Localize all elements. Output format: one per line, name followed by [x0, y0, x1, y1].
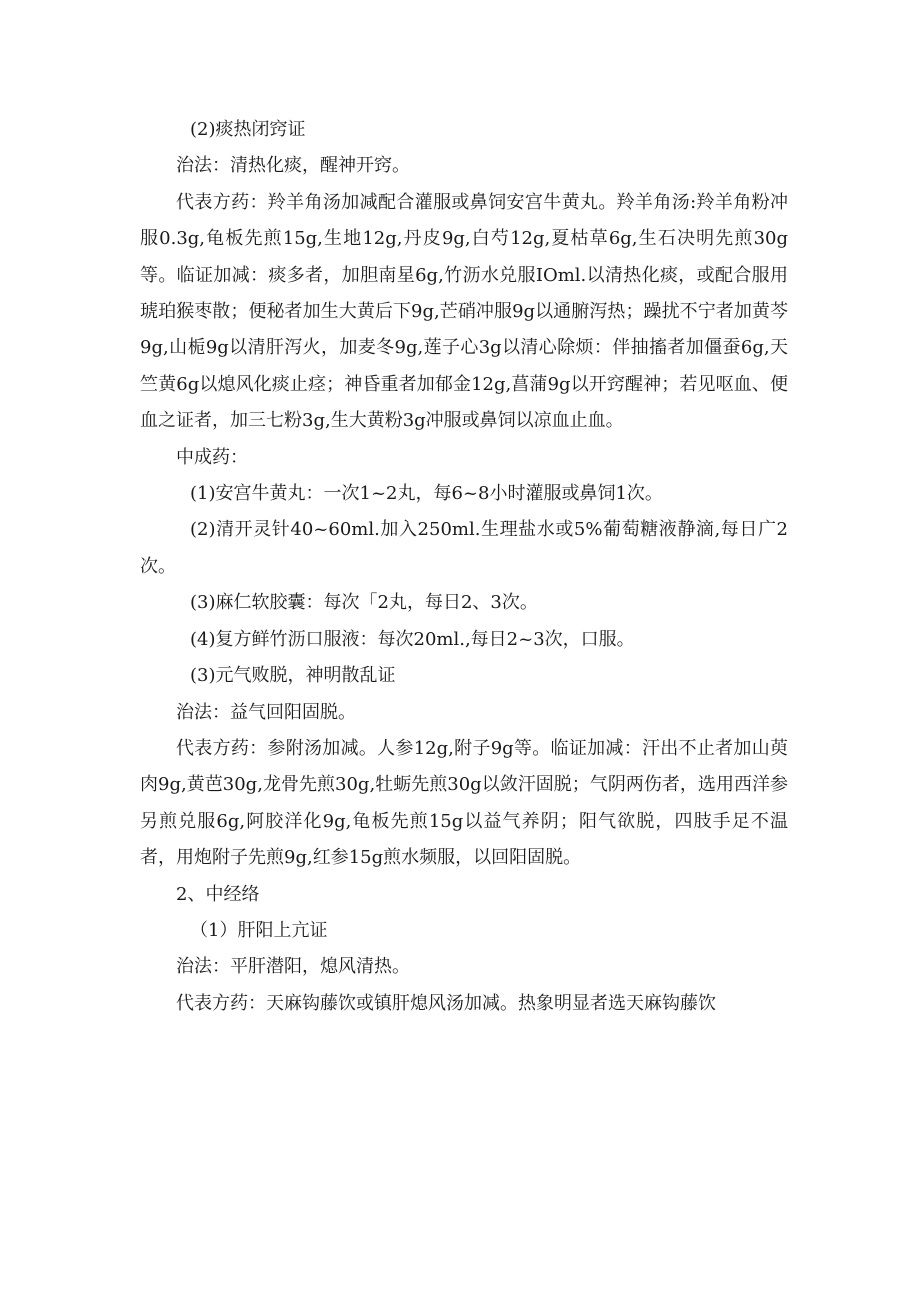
- patent-medicine-heading: 中成药：: [176, 446, 248, 468]
- patent-medicine-item-2: (2)清开灵针40~60ml.加入250ml.生理盐水或5%葡萄糖液静滴,每日广2次。: [140, 519, 788, 577]
- section-heading-meridian: 2、中经络: [176, 883, 260, 905]
- treatment-principle-1: 治法：清热化痰，醒神开窍。: [176, 155, 410, 177]
- patent-medicine-item-3: (3)麻仁软胶囊：每次「2丸，每日2、3次。: [190, 592, 538, 614]
- document-body: [140, 112, 788, 1022]
- representative-formula-2: 代表方药：参附汤加减。人参12g,附子9g等。临证加减：汗出不止者加山萸肉9g,黄芭30g,龙骨先煎30g,牡蛎先煎30g以敛汗固脱；气阴两伤者，选用西洋参另煎兑服6g,阿胶洋化9g,龟板先煎15g以益气养阴；阳气欲脱，四肢手足不温者，用炮附子先煎9g,红参15g煎水频服，以回阳固脱。: [140, 737, 788, 869]
- treatment-principle-3: 治法：平肝潜阳，熄风清热。: [176, 956, 410, 978]
- patent-medicine-item-1: (1)安宫牛黄丸：一次1~2丸，每6~8小时灌服或鼻饲1次。: [190, 483, 663, 505]
- representative-formula-3: 代表方药：天麻钩藤饮或镇肝熄风汤加减。热象明显者选天麻钩藤饮: [176, 992, 716, 1014]
- section-heading-phlegm-heat: (2)痰热闭窍证: [190, 119, 306, 140]
- section-heading-qi-collapse: (3)元气败脱，神明散乱证: [190, 665, 396, 687]
- patent-medicine-item-4: (4)复方鲜竹沥口服液：每次20ml.,每日2~3次，口服。: [190, 628, 635, 650]
- treatment-principle-2: 治法：益气回阳固脱。: [176, 701, 356, 723]
- representative-formula-1: 代表方药：羚羊角汤加减配合灌服或鼻饲安宫牛黄丸。羚羊角汤:羚羊角粉冲服0.3g,龟板先煎15g,生地12g,丹皮9g,白芍12g,夏枯草6g,生石决明先煎30g等。临证加减：痰多者，加胆南星6g,竹沥水兑服IOml.以清热化痰，或配合服用琥珀猴枣散；便秘者加生大黄后下9g,芒硝冲服9g以通腑泻热；躁扰不宁者加黄芩9g,山栀9g以清肝泻火，加麦冬9g,莲子心3g以清心除烦：伴抽搐者加僵蚕6g,天竺黄6g以熄风化痰止痉；神昏重者加郁金12g,菖蒲9g以开窍醒神；若见呕血、便血之证者，加三七粉3g,生大黄粉3g冲服或鼻饲以凉血止血。: [140, 191, 788, 432]
- section-heading-liver-yang: （1）肝阳上亢证: [190, 919, 328, 941]
